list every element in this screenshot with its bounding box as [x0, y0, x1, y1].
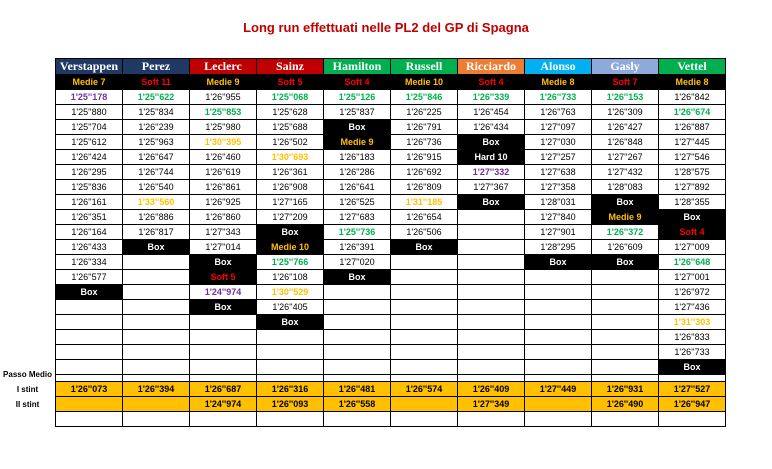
stint-1-average: 1'26''574	[391, 382, 458, 397]
lap-time: 1'26''164	[56, 225, 123, 240]
lap-time: 1'26''334	[56, 255, 123, 270]
lap-row	[56, 285, 726, 300]
lap-time: 1'26''692	[391, 165, 458, 180]
stint-1-average: 1'27''527	[659, 382, 726, 397]
lap-time: 1'26''540	[123, 180, 190, 195]
stint-2-row	[56, 397, 726, 412]
lap-time: 1'26''361	[257, 165, 324, 180]
tyre-compound: Medie 9	[190, 75, 257, 90]
lap-time: 1'26''791	[391, 120, 458, 135]
empty-cell	[190, 345, 257, 360]
empty-cell	[525, 360, 592, 375]
lap-time: 1'26''506	[391, 225, 458, 240]
empty-cell	[525, 300, 592, 315]
long-run-table	[55, 58, 726, 427]
lap-time: 1'26''108	[257, 270, 324, 285]
lap-time: 1'25''837	[324, 105, 391, 120]
lap-time: 1'26''183	[324, 150, 391, 165]
tyre-change: Medie 10	[257, 240, 324, 255]
box-marker: Box	[458, 135, 525, 150]
empty-cell	[592, 412, 659, 427]
tyre-compound: Soft 11	[123, 75, 190, 90]
lap-row	[56, 270, 726, 285]
lap-time: 1'27''840	[525, 210, 592, 225]
driver-name: Hamilton	[324, 59, 391, 75]
lap-time: 1'27''892	[659, 180, 726, 195]
empty-cell	[592, 330, 659, 345]
tyre-change: Hard 10	[458, 150, 525, 165]
lap-time: 1'26''887	[659, 120, 726, 135]
stint-2-average	[391, 397, 458, 412]
row-label-passo-medio: Passo Medio	[3, 370, 52, 379]
stint-2-average: 1'26''490	[592, 397, 659, 412]
stint-2-average: 1'26''558	[324, 397, 391, 412]
empty-cell	[123, 412, 190, 427]
trailing-row	[56, 412, 726, 427]
empty-cell	[324, 315, 391, 330]
empty-cell	[56, 315, 123, 330]
lap-time: 1'26''577	[56, 270, 123, 285]
lap-time: 1'26''609	[592, 240, 659, 255]
lap-time: 1'27''367	[458, 180, 525, 195]
lap-time: 1'27''546	[659, 150, 726, 165]
tyre-change: Medie 9	[324, 135, 391, 150]
lap-time: 1'25''688	[257, 120, 324, 135]
box-marker: Box	[324, 270, 391, 285]
driver-name: Gasly	[592, 59, 659, 75]
empty-cell	[190, 375, 257, 382]
stint-1-average: 1'26''931	[592, 382, 659, 397]
lap-time: 1'26''886	[123, 210, 190, 225]
lap-time: 1'26''654	[391, 210, 458, 225]
driver-name: Sainz	[257, 59, 324, 75]
stint-2-average	[123, 397, 190, 412]
lap-time: 1'25''612	[56, 135, 123, 150]
lap-row	[56, 150, 726, 165]
empty-cell	[123, 330, 190, 345]
lap-row	[56, 120, 726, 135]
header-row	[56, 59, 726, 75]
box-marker: Box	[391, 240, 458, 255]
lap-time: 1'27''267	[592, 150, 659, 165]
lap-time: 1'27''343	[190, 225, 257, 240]
driver-name: Leclerc	[190, 59, 257, 75]
lap-time: 1'25''834	[123, 105, 190, 120]
box-marker: Box	[56, 285, 123, 300]
empty-cell	[190, 360, 257, 375]
lap-time: 1'27''020	[324, 255, 391, 270]
lap-time: 1'26''619	[190, 165, 257, 180]
lap-time: 1'27''638	[525, 165, 592, 180]
lap-row	[56, 90, 726, 105]
lap-time: 1'25''836	[56, 180, 123, 195]
lap-time: 1'31''303	[659, 315, 726, 330]
lap-time: 1'25''880	[56, 105, 123, 120]
tyre-compound: Soft 4	[324, 75, 391, 90]
lap-time: 1'27''445	[659, 135, 726, 150]
empty-cell	[458, 375, 525, 382]
empty-cell	[190, 330, 257, 345]
lap-row	[56, 330, 726, 345]
lap-time: 1'26''861	[190, 180, 257, 195]
empty-cell	[391, 330, 458, 345]
empty-cell	[592, 300, 659, 315]
empty-cell	[324, 330, 391, 345]
empty-cell	[391, 300, 458, 315]
empty-cell	[190, 315, 257, 330]
lap-row	[56, 300, 726, 315]
tyre-compound: Soft 7	[592, 75, 659, 90]
lap-time: 1'27''432	[592, 165, 659, 180]
driver-name: Verstappen	[56, 59, 123, 75]
driver-name: Ricciardo	[458, 59, 525, 75]
lap-time: 1'25''766	[257, 255, 324, 270]
lap-row	[56, 225, 726, 240]
passo-medio-row	[56, 375, 726, 382]
stint-2-average: 1'26''947	[659, 397, 726, 412]
lap-row	[56, 315, 726, 330]
empty-cell	[123, 315, 190, 330]
lap-time: 1'28''031	[525, 195, 592, 210]
box-marker: Box	[123, 240, 190, 255]
lap-time: 1'26''161	[56, 195, 123, 210]
lap-time: 1'27''257	[525, 150, 592, 165]
empty-cell	[123, 285, 190, 300]
stint-1-average: 1'27''449	[525, 382, 592, 397]
stint-1-row	[56, 382, 726, 397]
empty-cell	[391, 270, 458, 285]
empty-cell	[391, 255, 458, 270]
tyre-change: Soft 4	[659, 225, 726, 240]
stint-2-average	[56, 397, 123, 412]
stint-1-average: 1'26''409	[458, 382, 525, 397]
lap-time: 1'31''185	[391, 195, 458, 210]
box-marker: Box	[257, 225, 324, 240]
lap-time: 1'30''529	[257, 285, 324, 300]
driver-name: Russell	[391, 59, 458, 75]
stint-1-average: 1'26''394	[123, 382, 190, 397]
lap-time: 1'26''860	[190, 210, 257, 225]
empty-cell	[391, 285, 458, 300]
stint-1-average: 1'26''481	[324, 382, 391, 397]
empty-cell	[458, 210, 525, 225]
lap-time: 1'26''405	[257, 300, 324, 315]
row-label-stint-1: I stint	[16, 385, 39, 394]
lap-time: 1'24''974	[190, 285, 257, 300]
empty-cell	[324, 375, 391, 382]
empty-cell	[257, 375, 324, 382]
empty-cell	[56, 345, 123, 360]
lap-time: 1'28''355	[659, 195, 726, 210]
lap-time: 1'26''427	[592, 120, 659, 135]
box-marker: Box	[592, 195, 659, 210]
empty-cell	[257, 345, 324, 360]
empty-cell	[257, 330, 324, 345]
empty-cell	[324, 345, 391, 360]
lap-time: 1'27''014	[190, 240, 257, 255]
empty-cell	[56, 300, 123, 315]
empty-cell	[324, 360, 391, 375]
empty-cell	[324, 412, 391, 427]
empty-cell	[123, 345, 190, 360]
lap-time: 1'25''068	[257, 90, 324, 105]
lap-time: 1'28''575	[659, 165, 726, 180]
page-title: Long run effettuati nelle PL2 del GP di Spagna	[243, 20, 529, 35]
empty-cell	[458, 330, 525, 345]
box-marker: Box	[592, 255, 659, 270]
empty-cell	[458, 315, 525, 330]
lap-time: 1'25''853	[190, 105, 257, 120]
lap-time: 1'27''332	[458, 165, 525, 180]
tyre-compound: Soft 5	[257, 75, 324, 90]
empty-cell	[458, 255, 525, 270]
empty-cell	[458, 412, 525, 427]
lap-time: 1'26''736	[391, 135, 458, 150]
empty-cell	[525, 412, 592, 427]
tyre-compound: Medie 10	[391, 75, 458, 90]
lap-time: 1'26''833	[659, 330, 726, 345]
lap-time: 1'26''339	[458, 90, 525, 105]
empty-cell	[123, 300, 190, 315]
empty-cell	[123, 270, 190, 285]
lap-time: 1'26''925	[190, 195, 257, 210]
lap-time: 1'25''736	[324, 225, 391, 240]
lap-time: 1'26''733	[525, 90, 592, 105]
lap-time: 1'26''225	[391, 105, 458, 120]
lap-time: 1'25''980	[190, 120, 257, 135]
tyre-compound: Medie 7	[56, 75, 123, 90]
stint-1-average: 1'26''073	[56, 382, 123, 397]
tyre-change: Soft 5	[190, 270, 257, 285]
lap-time: 1'26''454	[458, 105, 525, 120]
tyre-compound: Medie 8	[525, 75, 592, 90]
lap-time: 1'26''955	[190, 90, 257, 105]
empty-cell	[56, 360, 123, 375]
empty-cell	[592, 345, 659, 360]
lap-row	[56, 240, 726, 255]
lap-time: 1'26''915	[391, 150, 458, 165]
empty-cell	[458, 270, 525, 285]
lap-time: 1'30''395	[190, 135, 257, 150]
driver-name: Vettel	[659, 59, 726, 75]
lap-time: 1'30''693	[257, 150, 324, 165]
empty-cell	[257, 412, 324, 427]
empty-cell	[190, 412, 257, 427]
empty-cell	[525, 375, 592, 382]
lap-time: 1'26''525	[324, 195, 391, 210]
lap-time: 1'26''309	[592, 105, 659, 120]
stint-1-average: 1'26''687	[190, 382, 257, 397]
lap-time: 1'26''674	[659, 105, 726, 120]
driver-name: Perez	[123, 59, 190, 75]
empty-cell	[592, 315, 659, 330]
empty-cell	[659, 412, 726, 427]
lap-time: 1'26''763	[525, 105, 592, 120]
lap-time: 1'27''436	[659, 300, 726, 315]
empty-cell	[458, 345, 525, 360]
lap-time: 1'25''963	[123, 135, 190, 150]
lap-time: 1'33''560	[123, 195, 190, 210]
stint-2-average	[525, 397, 592, 412]
lap-time: 1'26''502	[257, 135, 324, 150]
box-marker: Box	[659, 360, 726, 375]
lap-time: 1'26''972	[659, 285, 726, 300]
empty-cell	[257, 360, 324, 375]
lap-time: 1'27''097	[525, 120, 592, 135]
empty-cell	[592, 375, 659, 382]
lap-time: 1'26''391	[324, 240, 391, 255]
lap-time: 1'27''358	[525, 180, 592, 195]
empty-cell	[391, 345, 458, 360]
empty-cell	[123, 360, 190, 375]
lap-time: 1'27''165	[257, 195, 324, 210]
lap-time: 1'26''153	[592, 90, 659, 105]
empty-cell	[324, 300, 391, 315]
lap-time: 1'26''809	[391, 180, 458, 195]
lap-row	[56, 360, 726, 375]
stint-2-average: 1'26''093	[257, 397, 324, 412]
lap-time: 1'26''351	[56, 210, 123, 225]
empty-cell	[123, 255, 190, 270]
stint-2-average: 1'24''974	[190, 397, 257, 412]
empty-cell	[56, 412, 123, 427]
empty-cell	[525, 285, 592, 300]
box-marker: Box	[257, 315, 324, 330]
lap-time: 1'28''083	[592, 180, 659, 195]
lap-row	[56, 180, 726, 195]
empty-cell	[391, 360, 458, 375]
empty-cell	[458, 240, 525, 255]
lap-time: 1'27''901	[525, 225, 592, 240]
lap-time: 1'26''908	[257, 180, 324, 195]
box-marker: Box	[659, 210, 726, 225]
tyre-change: Medie 9	[592, 210, 659, 225]
empty-cell	[391, 412, 458, 427]
lap-time: 1'26''372	[592, 225, 659, 240]
lap-time: 1'26''744	[123, 165, 190, 180]
empty-cell	[458, 300, 525, 315]
box-marker: Box	[190, 300, 257, 315]
empty-cell	[458, 360, 525, 375]
driver-name: Alonso	[525, 59, 592, 75]
lap-time: 1'27''209	[257, 210, 324, 225]
empty-cell	[525, 345, 592, 360]
box-marker: Box	[525, 255, 592, 270]
lap-time: 1'25''178	[56, 90, 123, 105]
lap-time: 1'26''424	[56, 150, 123, 165]
lap-time: 1'26''733	[659, 345, 726, 360]
lap-time: 1'26''647	[123, 150, 190, 165]
lap-time: 1'26''848	[592, 135, 659, 150]
empty-cell	[56, 375, 123, 382]
lap-time: 1'26''295	[56, 165, 123, 180]
tyre-row	[56, 75, 726, 90]
lap-time: 1'26''648	[659, 255, 726, 270]
stint-1-average: 1'26''316	[257, 382, 324, 397]
lap-row	[56, 210, 726, 225]
box-marker: Box	[458, 195, 525, 210]
empty-cell	[525, 315, 592, 330]
lap-time: 1'26''641	[324, 180, 391, 195]
lap-row	[56, 165, 726, 180]
lap-time: 1'26''434	[458, 120, 525, 135]
tyre-compound: Medie 8	[659, 75, 726, 90]
lap-time: 1'26''239	[123, 120, 190, 135]
lap-time: 1'25''126	[324, 90, 391, 105]
lap-time: 1'25''622	[123, 90, 190, 105]
lap-time: 1'27''683	[324, 210, 391, 225]
lap-time: 1'26''460	[190, 150, 257, 165]
lap-time: 1'26''433	[56, 240, 123, 255]
empty-cell	[525, 270, 592, 285]
empty-cell	[56, 330, 123, 345]
lap-time: 1'28''295	[525, 240, 592, 255]
empty-cell	[391, 375, 458, 382]
lap-row	[56, 345, 726, 360]
lap-row	[56, 135, 726, 150]
empty-cell	[592, 285, 659, 300]
empty-cell	[592, 360, 659, 375]
lap-time: 1'26''842	[659, 90, 726, 105]
lap-time: 1'27''030	[525, 135, 592, 150]
empty-cell	[458, 285, 525, 300]
empty-cell	[458, 225, 525, 240]
box-marker: Box	[324, 120, 391, 135]
empty-cell	[324, 285, 391, 300]
empty-cell	[659, 375, 726, 382]
empty-cell	[525, 330, 592, 345]
lap-row	[56, 255, 726, 270]
row-label-stint-2: II stint	[15, 400, 40, 409]
lap-row	[56, 195, 726, 210]
stint-2-average: 1'27''349	[458, 397, 525, 412]
tyre-compound: Soft 4	[458, 75, 525, 90]
lap-time: 1'27''001	[659, 270, 726, 285]
lap-time: 1'27''009	[659, 240, 726, 255]
empty-cell	[592, 270, 659, 285]
lap-time: 1'25''846	[391, 90, 458, 105]
box-marker: Box	[190, 255, 257, 270]
lap-time: 1'25''704	[56, 120, 123, 135]
lap-time: 1'25''628	[257, 105, 324, 120]
lap-time: 1'26''286	[324, 165, 391, 180]
empty-cell	[123, 375, 190, 382]
lap-time: 1'26''817	[123, 225, 190, 240]
lap-row	[56, 105, 726, 120]
empty-cell	[391, 315, 458, 330]
